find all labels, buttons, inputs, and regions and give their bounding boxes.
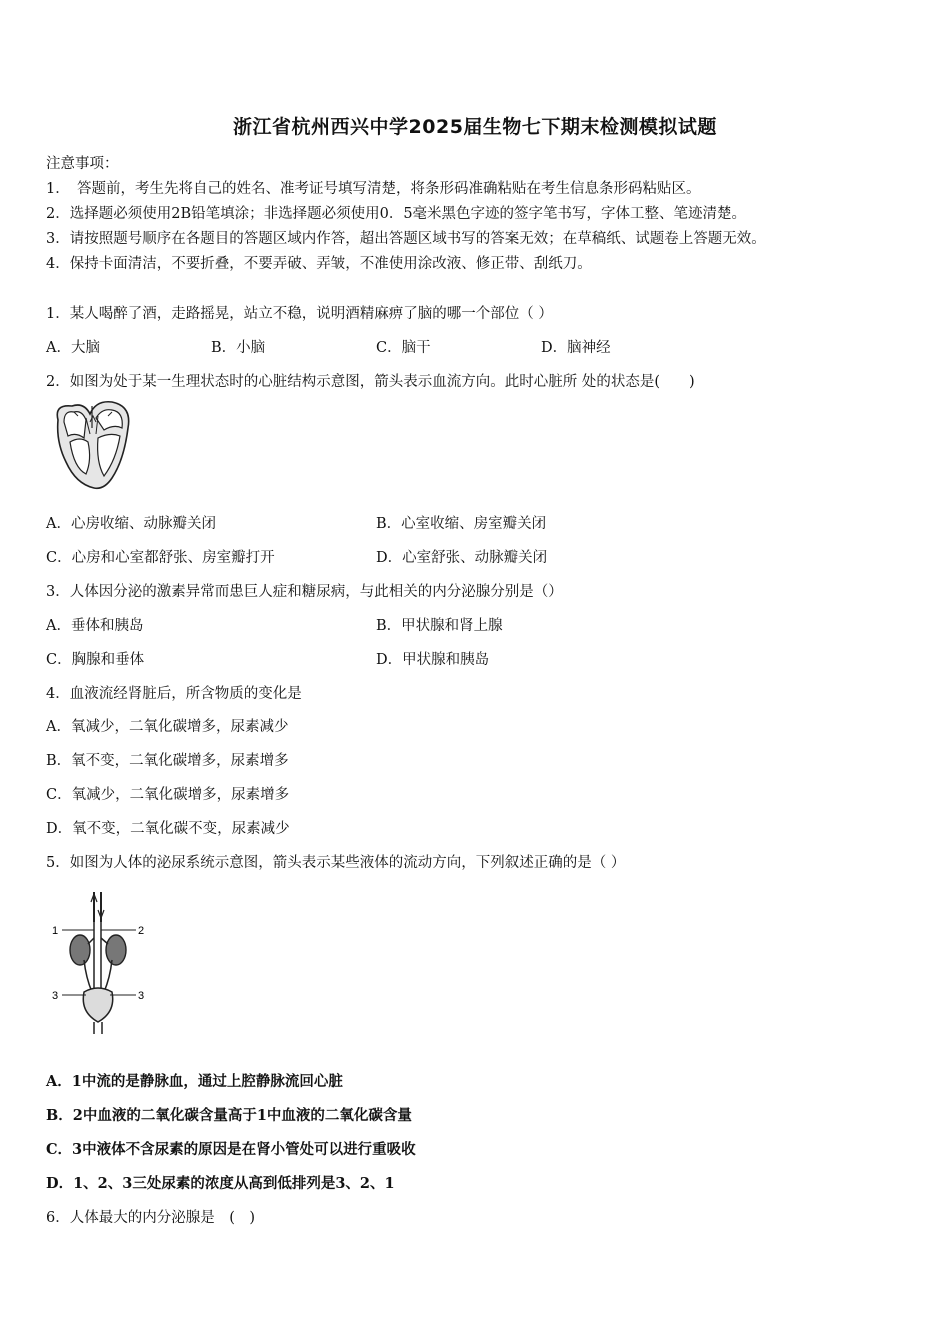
q3-option-d: D．甲状腺和胰岛 bbox=[376, 652, 490, 668]
q2-option-c: C．心房和心室都舒张、房室瓣打开 bbox=[46, 550, 275, 566]
q1-option-d: D．脑神经 bbox=[541, 340, 611, 356]
question-6-stem: 6．人体最大的内分泌腺是 ( ) bbox=[46, 1210, 256, 1226]
figure-label-1: 1 bbox=[52, 925, 59, 937]
question-3-stem: 3．人体因分泌的激素异常而患巨人症和糖尿病，与此相关的内分泌腺分别是（） bbox=[46, 584, 563, 600]
q3-option-c: C．胸腺和垂体 bbox=[46, 652, 145, 668]
urinary-system-diagram bbox=[50, 888, 154, 1038]
question-1-stem: 1．某人喝醉了酒，走路摇晃，站立不稳，说明酒精麻痹了脑的哪一个部位（ ） bbox=[46, 306, 553, 322]
notice-item: 3．请按照题号顺序在各题目的答题区域内作答，超出答题区域书写的答案无效；在草稿纸、试题卷上答题无效。 bbox=[46, 231, 766, 247]
notice-heading: 注意事项： bbox=[46, 156, 119, 172]
heart-diagram bbox=[50, 398, 138, 492]
q4-option-b: B．氧不变，二氧化碳增多，尿素增多 bbox=[46, 753, 289, 769]
page-title: 浙江省杭州西兴中学2025届生物七下期末检测模拟试题 bbox=[233, 116, 717, 138]
figure-label-2: 2 bbox=[138, 925, 145, 937]
q3-option-b: B．甲状腺和肾上腺 bbox=[376, 618, 503, 634]
notice-item: 2．选择题必须使用2B铅笔填涂；非选择题必须使用0．5毫米黑色字迹的签字笔书写，字体工整、笔迹清楚。 bbox=[46, 206, 747, 222]
notice-item: 1． 答题前，考生先将自己的姓名、准考证号填写清楚，将条形码准确粘贴在考生信息条形码粘贴区。 bbox=[46, 181, 701, 197]
q2-option-b: B．心室收缩、房室瓣关闭 bbox=[376, 516, 547, 532]
q2-option-d: D．心室舒张、动脉瓣关闭 bbox=[376, 550, 548, 566]
figure-label-3-right: 3 bbox=[138, 990, 145, 1002]
q5-option-d: D．1、2、3三处尿素的浓度从高到低排列是3、2、1 bbox=[46, 1175, 395, 1192]
q4-option-d: D．氧不变，二氧化碳不变，尿素减少 bbox=[46, 821, 290, 837]
q5-option-b: B．2中血液的二氧化碳含量高于1中血液的二氧化碳含量 bbox=[46, 1107, 412, 1124]
q5-option-c: C．3中液体不含尿素的原因是在肾小管处可以进行重吸收 bbox=[46, 1141, 416, 1158]
figure-label-3-left: 3 bbox=[52, 990, 59, 1002]
question-5-stem: 5．如图为人体的泌尿系统示意图，箭头表示某些液体的流动方向，下列叙述正确的是（ ） bbox=[46, 855, 626, 871]
q3-option-a: A．垂体和胰岛 bbox=[46, 618, 144, 634]
q4-option-a: A．氧减少，二氧化碳增多，尿素减少 bbox=[46, 719, 289, 735]
q5-option-a: A．1中流的是静脉血，通过上腔静脉流回心脏 bbox=[46, 1073, 343, 1090]
q4-option-c: C．氧减少，二氧化碳增多，尿素增多 bbox=[46, 787, 290, 803]
q1-option-c: C．脑干 bbox=[376, 340, 431, 356]
question-4-stem: 4．血液流经肾脏后，所含物质的变化是 bbox=[46, 686, 302, 702]
question-2-stem: 2．如图为处于某一生理状态时的心脏结构示意图，箭头表示血流方向。此时心脏所 处的状态是( ) bbox=[46, 374, 695, 390]
q1-option-a: A．大脑 bbox=[46, 340, 100, 356]
q1-option-b: B．小脑 bbox=[211, 340, 266, 356]
notice-item: 4．保持卡面清洁，不要折叠，不要弄破、弄皱，不准使用涂改液、修正带、刮纸刀。 bbox=[46, 256, 592, 272]
q2-option-a: A．心房收缩、动脉瓣关闭 bbox=[46, 516, 216, 532]
